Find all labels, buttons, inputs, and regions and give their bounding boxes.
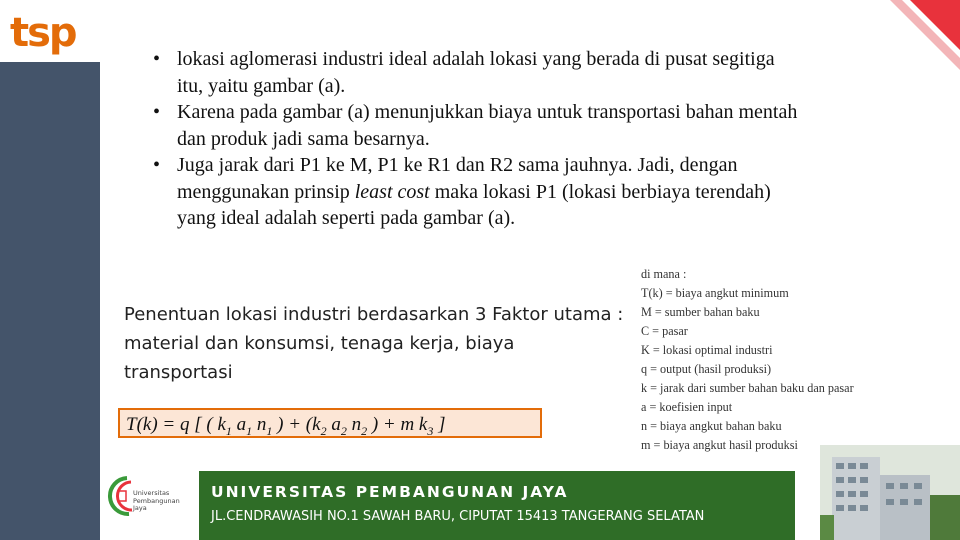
emphasis-text: least cost xyxy=(354,180,430,203)
legend-line: q = output (hasil produksi) xyxy=(641,362,772,376)
bullet-item xyxy=(145,46,805,99)
upj-logo-text xyxy=(133,490,180,513)
legend-line: M = sumber bahan baku xyxy=(641,305,760,319)
bullet-marker: • xyxy=(153,101,161,123)
legend-line: di mana : xyxy=(641,267,687,281)
svg-text:tsp: tsp xyxy=(10,10,76,56)
subscript: 2 xyxy=(340,423,347,438)
logo-line: Universitas xyxy=(133,489,170,497)
university-name: UNIVERSITAS PEMBANGUNAN JAYA xyxy=(211,483,569,501)
bullet-text: Karena pada gambar (a) menunjukkan biaya untuk transportasi bahan mentah dan produk jadi sama besarnya. xyxy=(177,101,798,150)
bullet-text: Juga jarak dari P1 ke M, P1 ke R1 dan R2 sama jauhnya. Jadi, dengan menggunakan prinsip least cost maka lokasi P1 (lokasi berbiaya terendah) yang ideal adalah seperti pada gambar (a). xyxy=(177,154,771,229)
legend-line: m = biaya angkut hasil produksi xyxy=(641,438,798,452)
formula-text: T(k) = q [ ( $k_1$ $a_1$ $n_1$ ) + ($k_2$ $a_2$ $n_2$ ) + m $k_3$ ] xyxy=(126,414,446,438)
factors-text: Penentuan lokasi industri berdasarkan 3 Faktor utama : material dan konsumsi, tenaga kerja, biaya transportasi xyxy=(124,304,624,383)
sidebar-band xyxy=(0,62,100,540)
corner-decoration xyxy=(890,0,960,70)
tsp-logo xyxy=(8,8,92,56)
subscript: 3 xyxy=(427,423,434,438)
campus-building-image xyxy=(820,445,960,540)
bullet-text: lokasi aglomerasi industri ideal adalah lokasi yang berada di pusat segitiga itu, yaitu gambar (a). xyxy=(177,48,775,97)
subscript: 2 xyxy=(320,423,327,438)
formula-legend xyxy=(641,265,901,455)
legend-line: K = lokasi optimal industri xyxy=(641,343,773,357)
legend-line: C = pasar xyxy=(641,324,688,338)
legend-line: T(k) = biaya angkut minimum xyxy=(641,286,789,300)
footer-banner xyxy=(199,471,795,540)
bullet-list xyxy=(145,46,805,232)
university-address: JL.CENDRAWASIH NO.1 SAWAH BARU, CIPUTAT 15413 TANGERANG SELATAN xyxy=(211,509,705,524)
logo-line: Jaya xyxy=(133,504,147,512)
subscript: 2 xyxy=(361,423,368,438)
subscript: 1 xyxy=(266,423,273,438)
formula-box xyxy=(118,408,542,438)
legend-line: a = koefisien input xyxy=(641,400,733,414)
bullet-marker: • xyxy=(153,154,161,176)
legend-line: k = jarak dari sumber bahan baku dan pasar xyxy=(641,381,854,395)
bullet-item xyxy=(145,99,805,152)
subscript: 1 xyxy=(246,423,253,438)
legend-line: n = biaya angkut bahan baku xyxy=(641,419,782,433)
subscript: 1 xyxy=(225,423,232,438)
bullet-marker: • xyxy=(153,48,161,70)
upj-logo xyxy=(105,474,190,534)
bullet-item xyxy=(145,152,805,232)
logo-line: Pembangunan xyxy=(133,496,180,505)
